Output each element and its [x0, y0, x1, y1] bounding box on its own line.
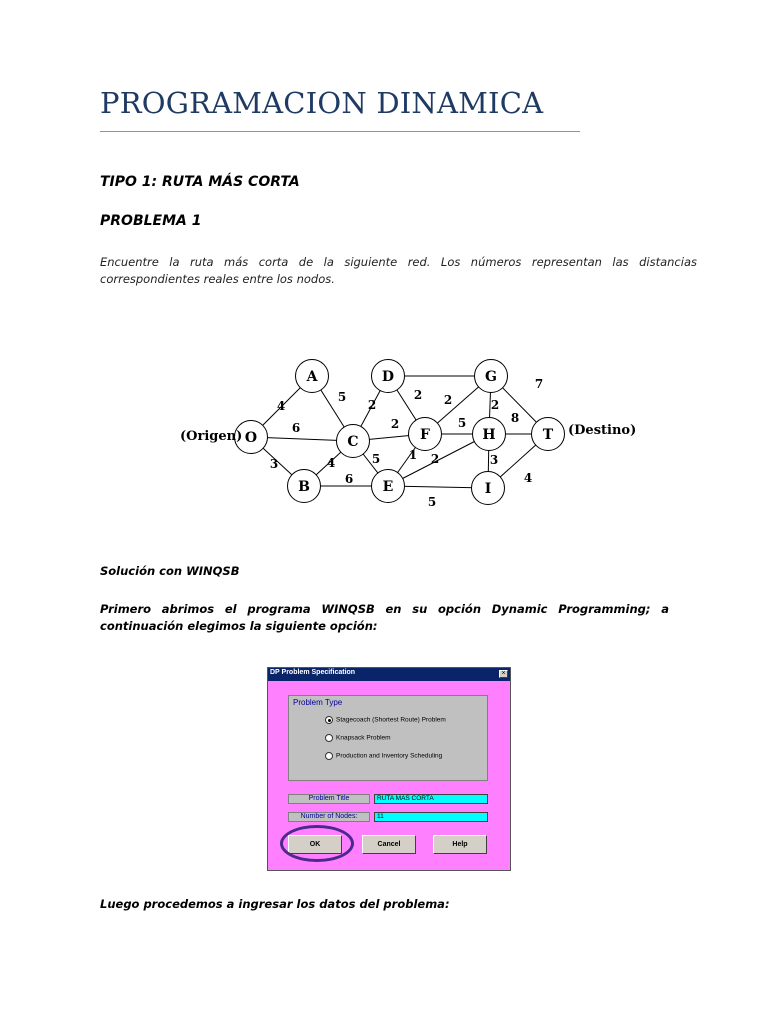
option-label: Production and Inventory Scheduling	[336, 752, 443, 760]
radio-icon[interactable]	[325, 752, 333, 760]
dp-problem-spec-dialog	[267, 667, 511, 871]
section-heading-tipo: TIPO 1: RUTA MÁS CORTA	[100, 174, 300, 190]
problem-statement: Encuentre la ruta más corta de la siguiente red. Los números representan las distancias correspondientes reales entre los nodos.	[100, 255, 697, 286]
node-label: F	[420, 427, 430, 443]
node-label: O	[244, 430, 258, 446]
edge-weight-label: 3	[269, 457, 279, 471]
edge-weight-label: 5	[337, 390, 347, 404]
option-production[interactable]	[325, 752, 442, 762]
option-label: Stagecoach (Shortest Route) Problem	[336, 716, 446, 724]
nodes-input[interactable]: 11	[374, 812, 488, 822]
edge-weight-label: 5	[371, 452, 381, 466]
step-one-text: Primero abrimos el programa WINQSB en su opción Dynamic Programming; a continuación elegimos la siguiente opción:	[100, 602, 669, 633]
node-label: I	[484, 481, 492, 497]
edge-weight-label: 2	[443, 393, 453, 407]
edge-weight-label: 8	[510, 411, 520, 425]
solution-heading: Solución con WINQSB	[100, 564, 240, 578]
radio-selected-icon[interactable]	[325, 716, 333, 724]
node-label: B	[298, 479, 310, 495]
edge-weight-label: 4	[276, 399, 286, 413]
node-label: A	[306, 369, 318, 385]
edge-weight-label: 3	[489, 453, 499, 467]
problem-title-input[interactable]: RUTA MAS CORTA	[374, 794, 488, 804]
destination-label: (Destino)	[568, 423, 637, 438]
edge-weight-label: 5	[457, 416, 467, 430]
problem-type-group	[288, 695, 488, 781]
option-knapsack[interactable]	[325, 734, 391, 744]
step-two-text: Luego procedemos a ingresar los datos del problema:	[100, 897, 450, 911]
option-label: Knapsack Problem	[336, 734, 391, 742]
network-diagram	[178, 352, 638, 517]
ok-highlight-circle	[280, 825, 354, 862]
option-stagecoach[interactable]	[325, 716, 446, 726]
edge-weight-label: 6	[344, 472, 354, 486]
nodes-label: Number of Nodes:	[288, 812, 370, 822]
edge-weight-label: 5	[427, 495, 437, 509]
edge-weight-label: 2	[430, 452, 440, 466]
cancel-button[interactable]: Cancel	[362, 835, 416, 854]
edge-weight-label: 2	[390, 417, 400, 431]
problem-heading: PROBLEMA 1	[100, 213, 202, 229]
help-button[interactable]: Help	[433, 835, 487, 854]
title-underline	[100, 131, 580, 132]
dialog-titlebar[interactable]	[268, 668, 510, 681]
edge-weight-label: 1	[408, 448, 418, 462]
edge-weight-label: 6	[291, 421, 301, 435]
radio-icon[interactable]	[325, 734, 333, 742]
problem-title-label: Problem Title	[288, 794, 370, 804]
edge-weight-label: 2	[413, 388, 423, 402]
document-title: PROGRAMACION DINAMICA	[100, 86, 544, 120]
edge-weight-label: 2	[490, 398, 500, 412]
edge-weight-label: 7	[534, 377, 544, 391]
node-label: D	[381, 369, 395, 385]
node-label: E	[382, 479, 394, 495]
ok-button[interactable]: OK	[288, 835, 342, 854]
close-icon[interactable]: ×	[499, 670, 508, 678]
node-label: C	[347, 434, 359, 450]
edge-weight-label: 4	[326, 456, 336, 470]
node-label: T	[542, 427, 554, 443]
node-label: H	[482, 427, 496, 443]
edge-weight-label: 2	[367, 398, 377, 412]
node-label: G	[485, 369, 497, 385]
problem-type-label: Problem Type	[293, 698, 343, 707]
dialog-title: DP Problem Specification	[270, 669, 356, 676]
edge-weight-label: 4	[523, 471, 533, 485]
origin-label: (Origen)	[180, 429, 243, 444]
